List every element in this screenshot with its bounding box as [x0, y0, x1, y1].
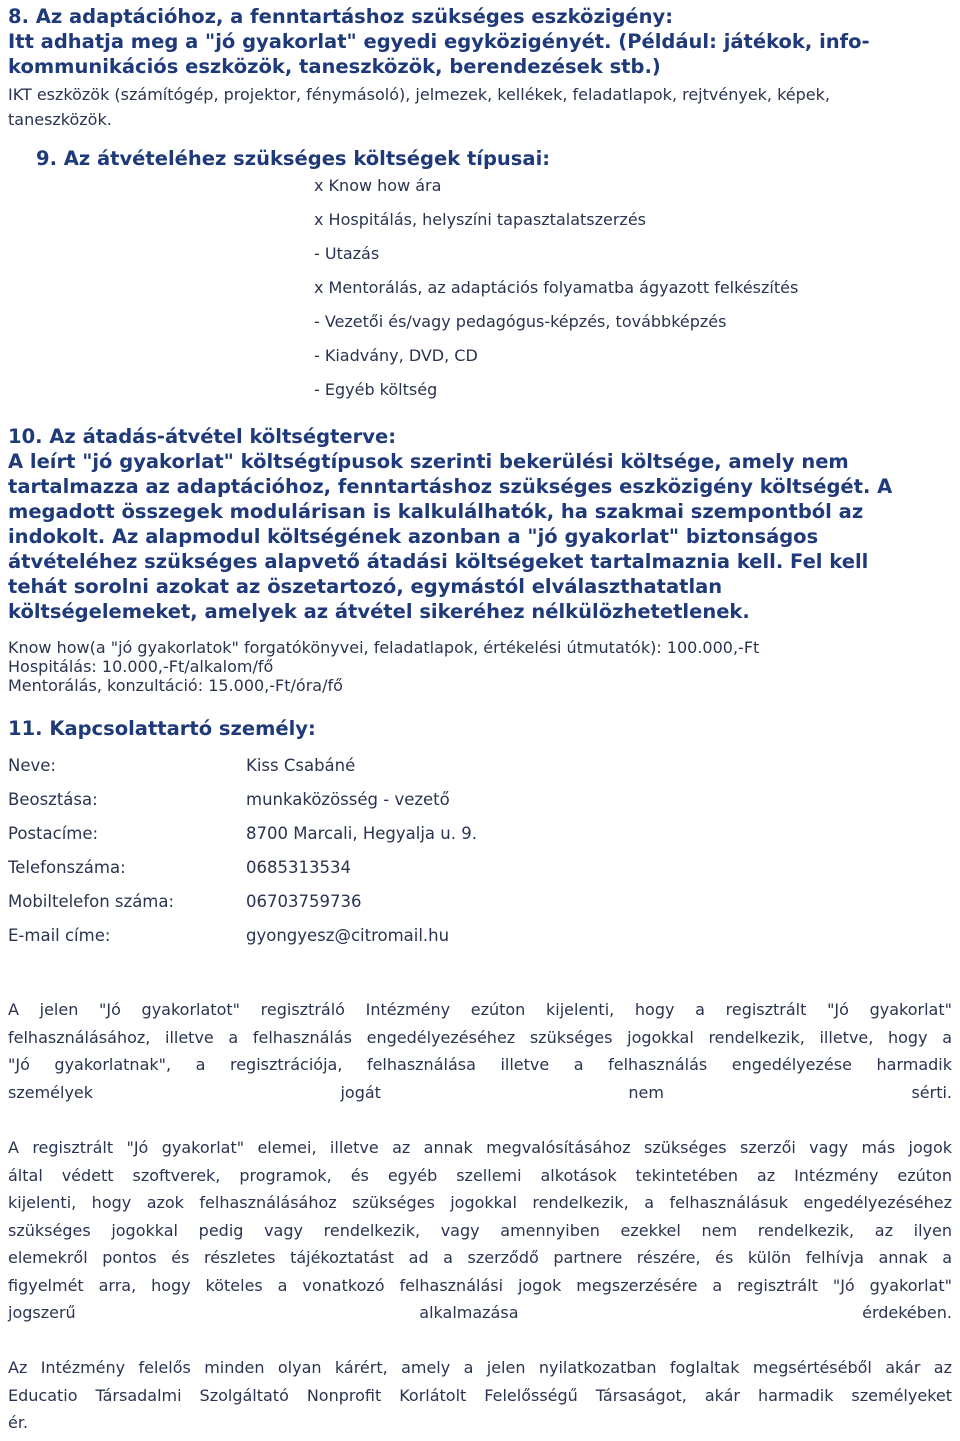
- declaration-line: Educatio Társadalmi Szolgáltató Nonprofit Korlátolt Felelősségű Társaságot, akár harmadik személyeket: [8, 1385, 952, 1405]
- contact-label: Telefonszáma:: [8, 857, 126, 877]
- section-9-heading: 9. Az átvételéhez szükséges költségek típusai:: [36, 147, 551, 170]
- declaration-line: által védett szoftverek, programok, és egyéb szellemi alkotások tekintetében az Intézmény ezúton: [8, 1165, 952, 1185]
- list-item: - Vezetői és/vagy pedagógus-képzés, továbbképzés: [314, 312, 727, 331]
- contact-table: [8, 748, 952, 952]
- cost-plan: [8, 638, 952, 695]
- declaration-line: felhasználásához, illetve a felhasználás engedélyezéséhez szükséges jogokkal rendelkezik, illetve, hogy a: [8, 1027, 952, 1047]
- section-11-heading: 11. Kapcsolattartó személy:: [8, 717, 316, 740]
- section-8-body-line2: taneszközök.: [8, 110, 112, 129]
- list-item: - Utazás: [314, 244, 380, 263]
- cost-line-hospitalas: Hospitálás: 10.000,-Ft/alkalom/fő: [8, 657, 274, 676]
- contact-label: Neve:: [8, 755, 56, 775]
- declaration-line: szükséges jogokkal pedig vagy rendelkezik, vagy amennyiben ezekkel nem rendelkezik, az ilyen: [8, 1220, 952, 1240]
- declaration-2: [8, 1134, 952, 1327]
- list-item: - Egyéb költség: [314, 380, 438, 399]
- section-8-heading-line1: 8. Az adaptációhoz, a fenntartáshoz szükséges eszközigény:: [8, 5, 674, 28]
- contact-value: 06703759736: [246, 891, 362, 911]
- section-10-text-line: A leírt "jó gyakorlat" költségtípusok szerinti bekerülési költsége, amely nem: [8, 450, 849, 473]
- cost-line-know-how: Know how(a "jó gyakorlatok" forgatókönyvei, feladatlapok, értékelési útmutatók): 100.000,-Ft: [8, 638, 760, 657]
- section-10-text-line: indokolt. Az alapmodul költségének azonban a "jó gyakorlat" biztonságos: [8, 525, 819, 548]
- section-10-heading: 10. Az átadás-átvétel költségterve:: [8, 425, 396, 448]
- declaration-line: Az Intézmény felelős minden olyan kárért, amely a jelen nyilatkozatban foglaltak megsértéséből akár az: [8, 1358, 952, 1377]
- contact-row-mobile: [8, 884, 952, 918]
- section-10-text-line: megadott összegek modulárisan is kalkulálhatók, ha szakmai szempontból az: [8, 500, 864, 523]
- declaration-1: [8, 996, 952, 1106]
- contact-row-email: [8, 918, 952, 952]
- contact-row-phone: [8, 850, 952, 884]
- section-11: [8, 716, 952, 952]
- section-10-text-line: tartalmazza az adaptációhoz, fenntartáshoz szükséges eszközigény költségét. A: [8, 475, 893, 498]
- section-8-heading-line3: kommunikációs eszközök, taneszközök, berendezések stb.): [8, 55, 661, 78]
- section-10: [8, 424, 952, 695]
- contact-label: Beosztása:: [8, 789, 98, 809]
- declaration-3: [8, 1354, 952, 1437]
- declaration-line: A regisztrált "Jó gyakorlat" elemei, illetve az annak megvalósításához szükséges szerzői vagy más jogok: [8, 1138, 952, 1157]
- section-8-body-line1: IKT eszközök (számítógép, projektor, fénymásoló), jelmezek, kellékek, feladatlapok, rejtvények, képek,: [8, 85, 830, 104]
- contact-value: munkaközösség - vezető: [246, 789, 450, 809]
- declaration-line: A jelen "Jó gyakorlatot" regisztráló Intézmény ezúton kijelenti, hogy a regisztrált "Jó gyakorlat": [8, 1000, 952, 1019]
- list-item: - Kiadvány, DVD, CD: [314, 346, 478, 365]
- section-10-text-line: átvételéhez szükséges alapvető átadási költségeket tartalmaznia kell. Fel kell: [8, 550, 869, 573]
- contact-value: 0685313534: [246, 857, 351, 877]
- section-8: [8, 4, 952, 132]
- contact-row-address: [8, 816, 952, 850]
- cost-line-mentoralas: Mentorálás, konzultáció: 15.000,-Ft/óra/fő: [8, 676, 343, 695]
- declaration-line: figyelmét arra, hogy köteles a vonatkozó felhasználási jogok megszerzésére a regisztrált "Jó gyakorlat": [8, 1275, 952, 1295]
- section-10-text-line: tehát sorolni azokat az öszetartozó, egymástól elválaszthatatlan: [8, 575, 723, 598]
- declaration-line: jogszerű alkalmazása érdekében.: [8, 1303, 952, 1322]
- contact-value: gyongyesz@citromail.hu: [246, 925, 450, 945]
- list-item: x Know how ára: [314, 176, 442, 195]
- declaration-line: kijelenti, hogy azok felhasználásához szükséges jogokkal rendelkezik, a felhasználásuk engedélyezéséhez: [8, 1193, 952, 1212]
- section-9: [8, 146, 952, 407]
- list-item: x Mentorálás, az adaptációs folyamatba ágyazott felkészítés: [314, 278, 799, 297]
- contact-value: 8700 Marcali, Hegyalja u. 9.: [246, 823, 477, 843]
- list-item: x Hospitálás, helyszíni tapasztalatszerzés: [314, 210, 647, 229]
- contact-label: E-mail címe:: [8, 925, 111, 945]
- contact-value: Kiss Csabáné: [246, 755, 356, 775]
- declaration-line: személyek jogát nem sérti.: [8, 1082, 952, 1102]
- section-8-heading-line2: Itt adhatja meg a "jó gyakorlat" egyedi egyközigényét. (Például: játékok, info-: [8, 30, 870, 53]
- cost-type-list: [8, 169, 952, 407]
- declaration-line: ér.: [8, 1413, 29, 1432]
- declaration-line: "Jó gyakorlatnak", a regisztrációja, felhasználása illetve a felhasználás engedélyezése harmadik: [8, 1055, 952, 1074]
- contact-row-position: [8, 782, 952, 816]
- section-10-text-line: költségelemeket, amelyek az átvétel sikeréhez nélkülözhetetlenek.: [8, 600, 750, 623]
- contact-label: Postacíme:: [8, 823, 99, 843]
- contact-row-name: [8, 748, 952, 782]
- declaration-line: elemekről pontos és részletes tájékoztatást ad a szerződő partnere részére, és külön felhívja annak a: [8, 1248, 952, 1267]
- contact-label: Mobiltelefon száma:: [8, 891, 175, 911]
